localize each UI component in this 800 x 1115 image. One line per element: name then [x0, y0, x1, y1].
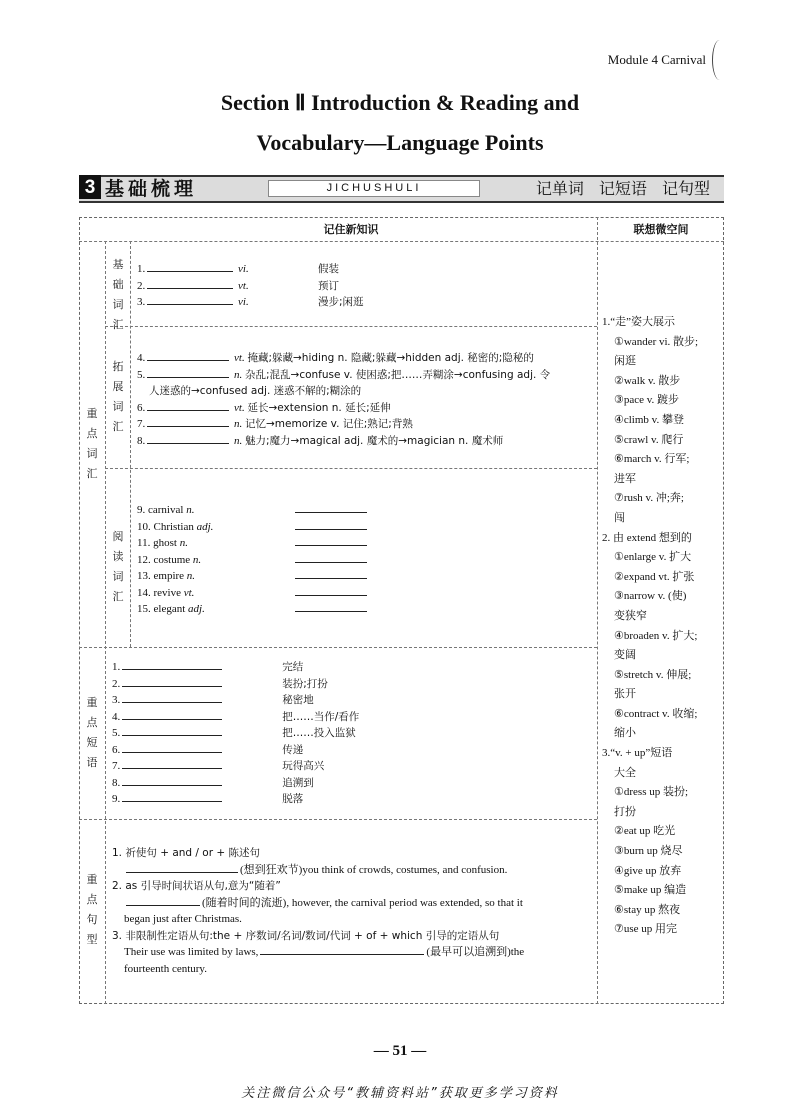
phrase-row	[112, 725, 359, 742]
main-column-header: 记住新知识	[323, 223, 379, 236]
answer-blank[interactable]	[147, 417, 229, 427]
answer-blank[interactable]	[295, 503, 367, 513]
part-of-speech: vt.	[238, 279, 249, 292]
expand-vocab-list	[137, 350, 550, 449]
phrase-row	[112, 659, 359, 676]
side-line: 闲逛	[614, 355, 636, 368]
basic-row	[137, 294, 364, 311]
part-of-speech: vi.	[238, 296, 249, 308]
item-number: 4.	[137, 352, 146, 364]
group-label-divider	[105, 241, 106, 1004]
header-divider	[79, 241, 724, 242]
banner-title: 基础梳理	[105, 178, 198, 200]
part-of-speech: vi.	[238, 263, 249, 275]
side-line: 1.“走”姿大展示	[602, 316, 676, 328]
meaning: 追溯到	[282, 776, 314, 789]
item-number: 9.	[112, 793, 121, 805]
word: revive	[153, 586, 181, 599]
sentence-text: (随着时间的流逝), however, the carnival period was extended, so that it	[202, 896, 523, 909]
part-of-speech: n.	[234, 368, 243, 381]
group-label-vocab: 重点词汇	[86, 407, 98, 480]
expand-row	[137, 367, 550, 384]
header-bracket	[712, 40, 727, 80]
phrase-row	[112, 709, 359, 726]
item-number: 8.	[137, 434, 146, 447]
group-label-phrase: 重点短语	[86, 696, 98, 769]
side-line: ①enlarge v. 扩大	[614, 551, 692, 564]
word-family: 延长→extension n. 延长;延伸	[247, 401, 391, 414]
answer-blank[interactable]	[295, 553, 367, 563]
item-number: 5.	[137, 368, 146, 381]
phrase-row	[112, 758, 359, 775]
sub-label-expand: 拓展词汇	[112, 360, 124, 433]
answer-blank[interactable]	[147, 401, 229, 411]
answer-blank[interactable]	[122, 710, 222, 720]
phrase-row	[112, 791, 359, 808]
basic-vocab-list	[137, 261, 364, 311]
sub-label-basic: 基础词汇	[112, 258, 124, 331]
reading-vocab-list	[137, 502, 369, 618]
section-title-line2: Vocabulary—Language Points	[256, 130, 544, 155]
sentence-row	[112, 895, 592, 912]
word-family: 记忆→memorize v. 记住;熟记;背熟	[245, 418, 413, 430]
expand-row-continued	[137, 383, 550, 400]
item-number: 15.	[137, 603, 151, 615]
meaning: 假装	[318, 263, 339, 275]
expand-read-divider	[105, 468, 597, 469]
sentence-pattern-label: 1. 祈使句 + and / or + 陈述句	[112, 847, 261, 859]
answer-blank[interactable]	[122, 776, 222, 786]
meaning: 秘密地	[282, 694, 314, 706]
item-number: 10.	[137, 520, 151, 533]
reading-row	[137, 535, 369, 552]
side-line: ⑤make up 编造	[614, 884, 687, 897]
side-line: ⑥march v. 行军;	[614, 453, 690, 466]
part-of-speech: adj.	[188, 603, 205, 615]
word: ghost	[153, 537, 177, 549]
sub-label-read: 阅读词汇	[112, 530, 124, 603]
item-number: 12.	[137, 553, 151, 566]
sub-label-divider	[130, 241, 131, 647]
item-number: 11.	[137, 537, 151, 549]
side-line: ⑥stay up 熬夜	[614, 903, 681, 916]
part-of-speech: n.	[234, 418, 243, 430]
word-family: 魅力;魔力→magical adj. 魔术的→magician n. 魔术师	[245, 434, 504, 447]
reading-row	[137, 601, 369, 618]
phrase-list	[112, 659, 359, 808]
phrase-row	[112, 742, 359, 759]
expand-row	[137, 400, 550, 417]
item-number: 13.	[137, 570, 151, 582]
answer-blank[interactable]	[126, 896, 200, 906]
answer-blank[interactable]	[295, 536, 367, 546]
meaning: 玩得高兴	[282, 760, 325, 772]
side-line: 缩小	[614, 727, 636, 740]
item-number: 2.	[112, 677, 121, 690]
reading-row	[137, 552, 369, 569]
item-number: 9.	[137, 504, 146, 516]
side-line: 闯	[614, 511, 625, 524]
sentence-row	[112, 944, 592, 961]
word-family: 掩藏;躲藏→hiding n. 隐藏;躲藏→hidden adj. 秘密的;隐秘的	[247, 352, 534, 364]
answer-blank[interactable]	[122, 743, 222, 753]
part-of-speech: vt.	[234, 401, 245, 414]
answer-blank[interactable]	[295, 586, 367, 596]
item-number: 5.	[112, 727, 121, 739]
sentence-text: Their use was limited by laws,	[124, 946, 259, 958]
association-column	[602, 313, 718, 940]
group-label-sentence: 重点句型	[86, 873, 98, 946]
word: elegant	[153, 603, 186, 615]
meaning: 把……投入监狱	[282, 727, 356, 739]
page-number: — 51 —	[373, 1043, 427, 1059]
running-head: Module 4 Carnival	[607, 52, 706, 67]
reading-row	[137, 585, 369, 602]
side-line: ④climb v. 攀登	[614, 413, 684, 426]
answer-blank[interactable]	[260, 945, 424, 955]
side-line: 大全	[614, 766, 636, 779]
meaning: 漫步;闲逛	[318, 296, 364, 308]
answer-blank[interactable]	[147, 295, 233, 305]
side-column-header: 联想微空间	[633, 223, 689, 236]
side-line: ⑤crawl v. 爬行	[614, 433, 684, 446]
answer-blank[interactable]	[147, 368, 229, 378]
meaning: 预订	[318, 279, 339, 292]
side-line: ③narrow v. (使)	[614, 590, 687, 603]
meaning: 把……当作/看作	[282, 710, 360, 723]
answer-blank[interactable]	[126, 863, 238, 873]
answer-blank[interactable]	[147, 351, 229, 361]
part-of-speech: n.	[186, 504, 195, 516]
side-line: ③pace v. 踱步	[614, 394, 680, 407]
item-number: 3.	[112, 694, 121, 706]
banner-number: 3	[79, 175, 101, 199]
part-of-speech: n.	[179, 537, 188, 549]
reading-row	[137, 568, 369, 585]
side-line: ④give up 放弃	[614, 864, 682, 877]
word: carnival	[148, 504, 184, 516]
basic-row	[137, 278, 364, 295]
item-number: 3.	[137, 296, 146, 308]
section-title-line1: Section Ⅱ Introduction & Reading and	[220, 90, 580, 115]
answer-blank[interactable]	[147, 279, 233, 289]
item-number: 7.	[112, 760, 121, 772]
expand-row	[137, 350, 550, 367]
side-line: ⑤stretch v. 伸展;	[614, 668, 692, 681]
sentence-text: (最早可以追溯到)the	[426, 946, 525, 958]
sentence-text: (想到狂欢节)you think of crowds, costumes, and confusion.	[240, 863, 508, 876]
item-number: 8.	[112, 776, 121, 789]
answer-blank[interactable]	[295, 602, 367, 612]
part-of-speech: n.	[234, 434, 243, 447]
phrase-row	[112, 775, 359, 792]
banner-pinyin: JICHUSHULI	[268, 180, 480, 197]
word: costume	[153, 553, 191, 566]
reading-row	[137, 519, 369, 536]
item-number: 14.	[137, 586, 151, 599]
sentence-pattern-label: 3. 非限制性定语从句:the + 序数词/名词/数词/代词 + of + which 引导的定语从句	[112, 929, 500, 942]
answer-blank[interactable]	[295, 520, 367, 530]
side-line: ②eat up 吃光	[614, 825, 676, 838]
banner-subtitle: 记单词 记短语 记句型	[535, 179, 710, 198]
side-line: ⑥contract v. 收缩;	[614, 707, 698, 720]
reading-row	[137, 502, 369, 519]
phrase-row	[112, 692, 359, 709]
side-column-divider	[597, 217, 598, 1004]
side-line: 变狭窄	[614, 609, 647, 622]
side-line: ②expand vt. 扩张	[614, 570, 695, 583]
meaning: 脱落	[282, 793, 304, 805]
basic-row	[137, 261, 364, 278]
part-of-speech: adj.	[196, 520, 214, 533]
section-banner	[79, 175, 724, 203]
answer-blank[interactable]	[122, 759, 222, 769]
side-line: 变阔	[614, 649, 636, 662]
basic-expand-divider	[105, 326, 597, 327]
expand-row	[137, 416, 550, 433]
side-line: ⑦use up 用完	[614, 923, 678, 936]
meaning: 完结	[282, 661, 304, 673]
side-line: ④broaden v. 扩大;	[614, 629, 698, 642]
sentence-row-continued: began just after Christmas.	[124, 913, 242, 925]
side-line: 3.“v. + up”短语	[602, 747, 673, 760]
item-number: 4.	[112, 710, 121, 723]
side-line: ⑦rush v. 冲;奔;	[614, 492, 684, 505]
answer-blank[interactable]	[147, 434, 229, 444]
footer-notice: 关注微信公众号“教辅资料站”获取更多学习资料	[241, 1086, 559, 1101]
sentence-row	[112, 862, 592, 879]
part-of-speech: vt.	[183, 586, 195, 599]
side-line: 张开	[614, 688, 636, 701]
part-of-speech: n.	[186, 570, 196, 582]
side-line: 进军	[614, 472, 636, 485]
side-line: ②walk v. 散步	[614, 374, 681, 387]
item-number: 7.	[137, 418, 146, 430]
answer-blank[interactable]	[147, 262, 233, 272]
part-of-speech: n.	[192, 553, 202, 566]
word: empire	[153, 570, 185, 582]
item-number: 1.	[112, 661, 121, 673]
item-number: 2.	[137, 279, 146, 292]
phrase-sentence-divider	[79, 819, 597, 820]
answer-blank[interactable]	[295, 569, 367, 579]
side-line: 2. 由 extend 想到的	[602, 531, 692, 544]
word-family: 杂乱;混乱→confuse v. 使困惑;把……弄糊涂→confusing adj. 令	[245, 368, 551, 381]
expand-row	[137, 433, 550, 450]
side-line: ③burn up 烧尽	[614, 845, 683, 858]
item-number: 1.	[137, 263, 146, 275]
side-line: ①wander vi. 散步;	[614, 335, 699, 348]
word: Christian	[153, 520, 194, 533]
answer-blank[interactable]	[122, 792, 222, 802]
item-number: 6.	[137, 401, 146, 414]
meaning: 装扮;打扮	[282, 677, 328, 690]
word-family: 人迷惑的→confused adj. 迷惑不解的;糊涂的	[149, 385, 362, 397]
answer-blank[interactable]	[122, 726, 222, 736]
vocab-phrase-divider	[79, 647, 597, 648]
side-line: ①dress up 装扮;	[614, 786, 689, 799]
phrase-row	[112, 676, 359, 693]
sentence-row-continued: fourteenth century.	[124, 962, 207, 975]
sentence-list	[112, 845, 592, 977]
answer-blank[interactable]	[122, 693, 222, 703]
answer-blank[interactable]	[122, 677, 222, 687]
side-line: 打扮	[614, 805, 636, 818]
sentence-pattern-label: 2. as 引导时间状语从句,意为“随着”	[112, 880, 281, 892]
item-number: 6.	[112, 743, 121, 756]
answer-blank[interactable]	[122, 660, 222, 670]
meaning: 传递	[282, 743, 304, 756]
part-of-speech: vt.	[234, 352, 245, 364]
